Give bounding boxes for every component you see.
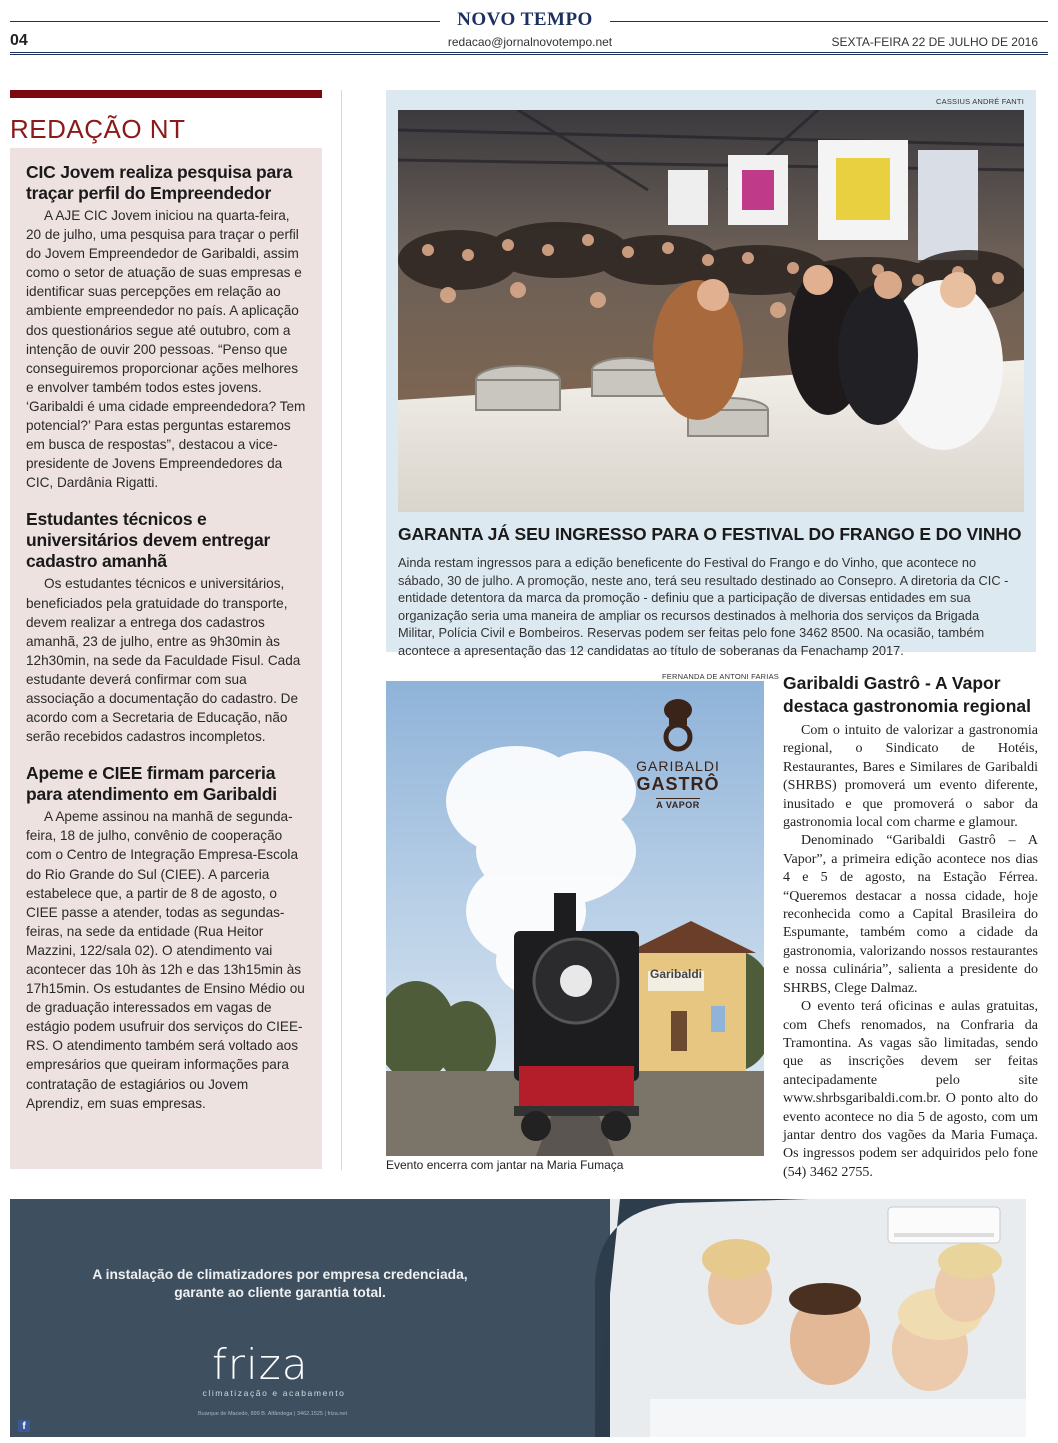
friza-logo: friza: [212, 1340, 309, 1389]
story-body: Os estudantes técnicos e universitários, beneficiados pela gratuidade do transporte, devem realizar a entrega dos cadastros amanhã, 23 de julho, entre as 9h30min às 12h30min, na sede da Faculdade Fisul. Cada estudante deverá confirmar com sua associação a documentação do cadastro. De acordo com a Secretaria de Educação, não serão recebidos cadastros incompletos.: [26, 576, 301, 745]
sidebar-story: [26, 509, 308, 746]
photo-credit: FERNANDA DE ANTONI FARIAS: [662, 672, 779, 681]
article-paragraph: Denominado “Garibaldi Gastrô – A Vapor”, a primeira edição acontece nos dias 4 e 5 de agosto, na Estação Férrea. “Queremos destacar a nossa cidade, hoje reconhecida como a Capital Brasileira do Espumante, também como a cidade da gastronomia, valorizando nossos restaurantes e nossa culinária”, salienta a presidente do SHRBS, Clege Dalmaz.: [783, 833, 1038, 996]
station-sign: Garibaldi: [650, 967, 703, 981]
article-paragraph: O evento terá oficinas e aulas gratuitas, com Chefs renomados, na Confraria da Tramontina. As vagas são limitadas, sendo que as inscrições devem ser feitas antecipadamente pelo site www.shrbsgaribaldi.com.br. O ponto alto do evento acontece no dia 5 de agosto, com um jantar dentro dos vagões da Maria Fumaça. Os ingressos podem ser adquiridos pelo fone (54) 3462 2755.: [783, 999, 1038, 1180]
story-headline: Apeme e CIEE firmam parceria para atendimento em Garibaldi: [26, 763, 277, 805]
gastro-logo: [628, 697, 728, 813]
story-body: A AJE CIC Jovem iniciou na quarta-feira, 20 de julho, uma pesquisa para traçar o perfil do Jovem Empreendedor de Garibaldi, assim como o setor de atuação de suas empresas e identificar suas percepções em relação ao ambiente empreendedor no país. A aplicação dos questionários segue até outubro, com a intenção de ouvir 200 pessoas. “Penso que conseguiremos proporcionar ações melhores e envolver também todos estes jovens. ‘Garibaldi é uma cidade empreendedora? Tem potencial?’ Para estas perguntas estaremos em busca de respostas”, destacou a vice-presidente de Jovens Empreendedores da CIC, Dardânia Rigatti.: [26, 208, 306, 491]
issue-date: SEXTA-FEIRA 22 DE JULHO DE 2016: [831, 35, 1038, 49]
logo-line-3: A VAPOR: [656, 800, 700, 810]
story-headline: CIC Jovem realiza pesquisa para traçar perfil do Empreendedor: [26, 162, 293, 203]
sidebar-news-box: [10, 148, 322, 1169]
friza-advertisement[interactable]: [10, 1199, 1026, 1437]
festival-body: Ainda restam ingressos para a edição beneficente do Festival do Frango e do Vinho, que acontece no sábado, 30 de julho. A promoção, neste ano, terá seu resultado destinado ao Consepro. A diretoria da CIC - entidade detentora da marca da promoção - definiu que a participação de diversas entidades em sua organização seria uma maneira de ampliar os recursos destinados à melhoria dos serviços da Brigada Militar, Polícia Civil e Bombeiros. Reservas podem ser feitas pelo fone 3462 8500. Na ocasião, também acontece a apresentação das 12 candidatas ao título de soberanas da Fenachamp 2017.: [398, 555, 1009, 658]
logo-line-2: GASTRÔ: [636, 774, 720, 794]
logo-line-1: GARIBALDI: [636, 758, 720, 774]
article-paragraph: Com o intuito de valorizar a gastronomia regional, o Sindicato de Hotéis, Restaurantes, Bares e Similares de Garibaldi (SHRBS) promoverá um evento diferente, inusitado e que promoverá o sabor da gastronomia local com charme e glamour.: [783, 723, 1038, 831]
steam-train-photo: [386, 681, 764, 1156]
festival-headline: GARANTA JÁ SEU INGRESSO PARA O FESTIVAL DO FRANGO E DO VINHO: [398, 524, 1022, 544]
friza-address: Buarque de Macedo, 899 B. Alfândega | 3462.1525 | friza.net: [198, 1411, 348, 1417]
gastro-headline: Garibaldi Gastrô - A Vapor destaca gastronomia regional: [783, 673, 1031, 716]
header-rule-mid: [10, 52, 1048, 53]
story-body: A Apeme assinou na manhã de segunda-feira, 18 de julho, convênio de cooperação com o Centro de Integração Empresa-Escola do Rio Grande do Sul (CIEE). A parceria estabelece que, a partir de 8 de agosto, o CIEE passe a atender, todas as segundas-feiras, na sede da entidade (Rua Heitor Mazzini, 122/sala 02). O atendimento vai acontecer das 10h às 12h e das 13h15min às 17h15min. Os estudantes de Ensino Médio ou de graduação interessados em vagas de estágio podem usufruir dos serviços do CIEE-RS. O atendimento também será voltado aos empresários que queiram informações para contratação de estagiários ou Jovem Aprendiz, em suas empresas.: [26, 809, 305, 1111]
ad-tagline: A instalação de climatizadores por empresa credenciada, garante ao cliente garantia total.: [92, 1267, 468, 1300]
story-headline: Estudantes técnicos e universitários devem entregar cadastro amanhã: [26, 509, 271, 572]
page-number: 04: [10, 32, 28, 49]
festival-banquet-photo: [398, 110, 1024, 512]
festival-story-box: [386, 90, 1036, 658]
chef-hat-icon: [655, 697, 701, 753]
sidebar-story: [26, 162, 308, 492]
friza-subtitle: climatização e acabamento: [202, 1388, 346, 1398]
photo-caption: Evento encerra com jantar na Maria Fumaça: [386, 1158, 624, 1172]
sidebar-story: [26, 763, 308, 1113]
section-title: REDAÇÃO NT: [10, 114, 186, 144]
contact-email[interactable]: redacao@jornalnovotempo.net: [447, 35, 613, 49]
column-divider: [341, 90, 342, 1170]
header-rule-bottom: [10, 54, 1048, 55]
photo-credit: CASSIUS ANDRÉ FANTI: [936, 97, 1024, 106]
masthead: NOVO TEMPO: [440, 9, 610, 31]
facebook-icon[interactable]: f: [18, 1420, 30, 1432]
gastro-body: [783, 722, 1038, 1182]
sidebar-accent-bar: [10, 90, 322, 98]
